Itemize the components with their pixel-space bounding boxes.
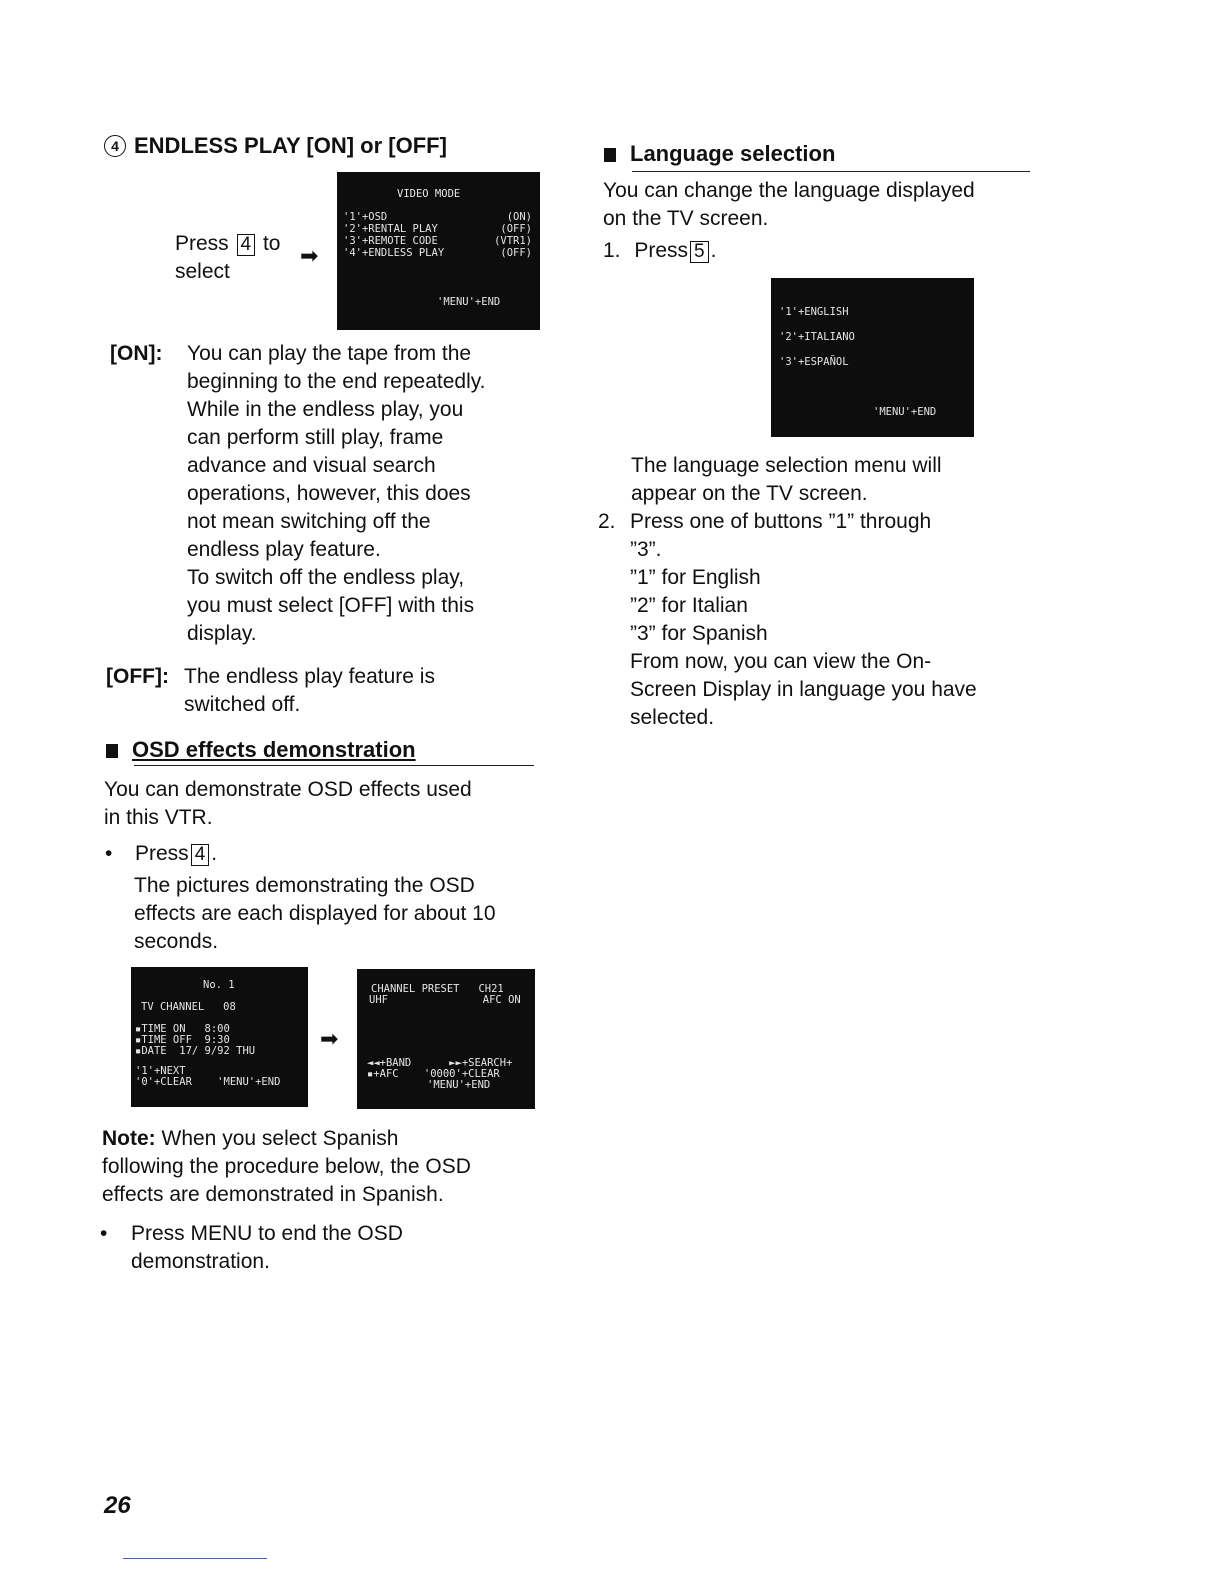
osd-row-value: (VTR1) <box>494 235 532 247</box>
after-osd-text: The language selection menu will appear on the TV screen. <box>631 454 942 505</box>
osd-row: '1'+OSD <box>343 211 388 223</box>
video-mode-osd-screen <box>337 172 540 330</box>
osd-footer: 'MENU'+END <box>437 296 501 308</box>
key-5: 5 <box>690 241 709 263</box>
osd-demo-description: The pictures demonstrating the OSD effects are each displayed for about 10 seconds. <box>134 874 496 953</box>
bullet-dot-icon: • <box>100 1222 108 1245</box>
osd-demo-screen-1: No. 1 TV CHANNEL 08 ▪TIME ON 8:00 ▪TIME OFF 9:30 ▪DATE 17/ 9/92 THU '1'+NEXT '0'+CLEAR 'MENU'+END <box>131 967 308 1107</box>
off-label: [OFF]: <box>106 665 169 688</box>
endless-play-heading: 4 ENDLESS PLAY [ON] or [OFF] <box>104 133 447 159</box>
on-description: You can play the tape from the beginning to the end repeatedly. While in the endless play, you can perform still play, frame advance and visual search operations, however, this does not mean switching off the endless play feature. To switch off the endless play, you must select [OFF] with this display. <box>187 342 486 645</box>
press-4-instruction: Press 4 . <box>135 842 218 865</box>
step-2-number: 2. <box>598 510 616 533</box>
arrow-right-icon: ➡ <box>300 243 319 268</box>
note-label: Note: <box>102 1127 156 1150</box>
press-instruction-line2: select <box>175 260 230 283</box>
on-label: [ON]: <box>110 342 163 365</box>
footer-rule <box>123 1558 267 1559</box>
osd-row-value: (OFF) <box>500 223 532 235</box>
language-intro: You can change the language displayed on the TV screen. <box>603 179 975 230</box>
square-bullet-icon <box>604 148 616 162</box>
bullet-dot-icon: • <box>105 842 113 865</box>
press-instruction: Press 4 to <box>175 232 281 255</box>
osd-demo-screen-2: CHANNEL PRESET CH21 UHF AFC ON ◄◄+BAND ►►+SEARCH+ ▪+AFC '0000'+CLEAR 'MENU'+END <box>357 969 535 1109</box>
note-block: Note: When you select Spanish following the procedure below, the OSD effects are demonstrated in Spanish. <box>102 1127 471 1206</box>
language-osd-screen: '1'+ENGLISH '2'+ITALIANO '3'+ESPAÑOL 'MENU'+END <box>771 278 974 437</box>
off-description: The endless play feature is switched off. <box>184 665 435 716</box>
language-selection-heading: Language selection <box>604 141 835 167</box>
osd-title: VIDEO MODE <box>397 188 461 200</box>
end-demo-instruction: Press MENU to end the OSD demonstration. <box>131 1222 403 1273</box>
square-bullet-icon <box>106 744 118 758</box>
osd-row: '2'+RENTAL PLAY <box>343 223 438 235</box>
osd-demo-heading: OSD effects demonstration <box>106 737 416 763</box>
step-1: 1. Press 5 . <box>603 239 717 262</box>
osd-row: '3'+REMOTE CODE <box>343 235 438 247</box>
heading-rule <box>632 171 1030 172</box>
osd-row: '4'+ENDLESS PLAY <box>343 247 445 259</box>
osd-row-value: (OFF) <box>500 247 532 259</box>
step-number-circle: 4 <box>104 135 126 157</box>
key-4: 4 <box>237 234 256 256</box>
step-2: Press one of buttons ”1” through ”3”. ”1” for English ”2” for Italian ”3” for Spanish From now, you can view the On- Screen Display in language you have selected. <box>630 510 977 729</box>
key-4: 4 <box>191 844 210 866</box>
page-number: 26 <box>104 1492 131 1519</box>
osd-demo-intro: You can demonstrate OSD effects used in this VTR. <box>104 778 472 829</box>
arrow-right-icon: ➡ <box>320 1026 339 1051</box>
osd-row-value: (ON) <box>506 211 532 223</box>
heading-rule <box>134 765 534 766</box>
